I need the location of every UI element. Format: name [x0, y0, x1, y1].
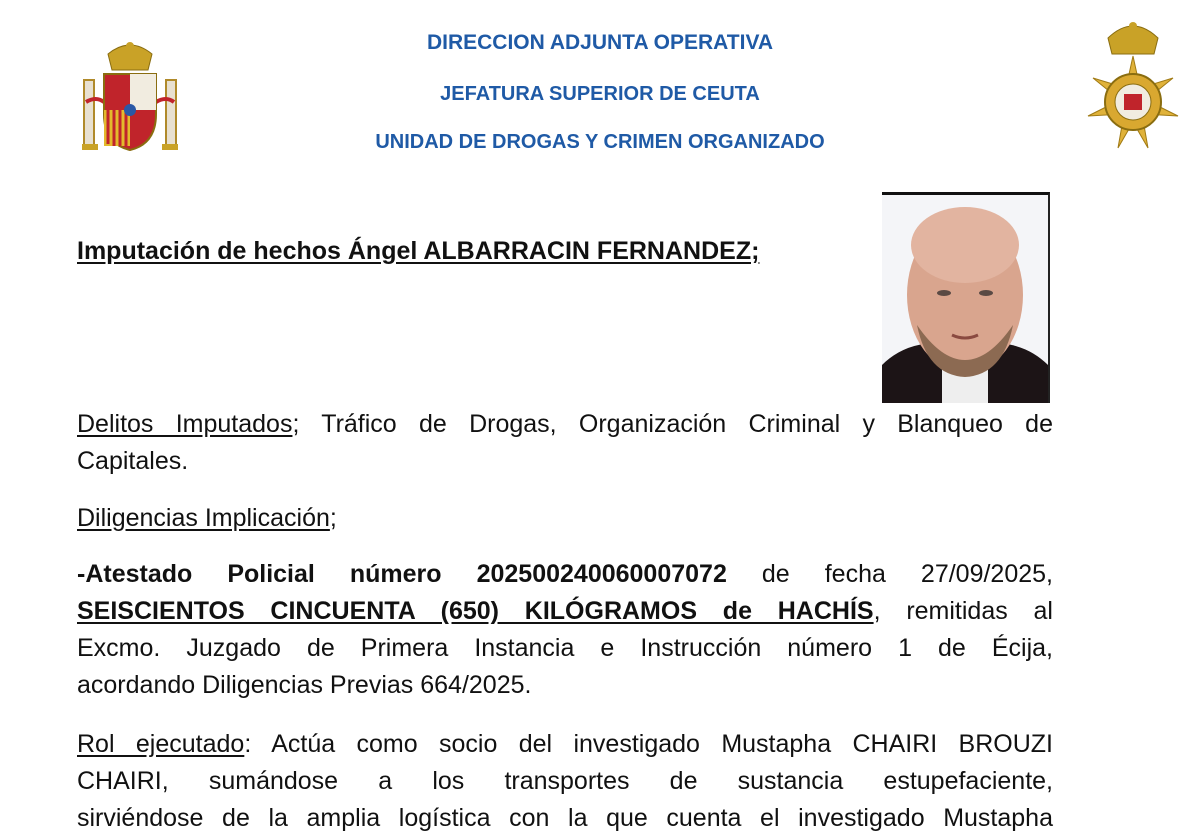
delitos-line-2: Capitales. [77, 447, 189, 475]
diligencias-label: Diligencias Implicación [77, 504, 330, 532]
suspect-photo [882, 192, 1050, 403]
header-unidad: UNIDAD DE DROGAS Y CRIMEN ORGANIZADO [375, 131, 825, 153]
header-jefatura: JEFATURA SUPERIOR DE CEUTA [440, 83, 760, 105]
rol-label: Rol ejecutado [77, 730, 245, 758]
rol-line-2: CHAIRI, sumándose a los transportes de sustancia estupefaciente, [77, 767, 1053, 795]
atestado-line-3: Excmo. Juzgado de Primera Instancia e Instrucción número 1 de Écija, [77, 634, 1053, 662]
atestado-line-2: SEISCIENTOS CINCUENTA (650) KILÓGRAMOS de HACHÍS, remitidas al [77, 597, 1053, 625]
document-title: Imputación de hechos Ángel ALBARRACIN FERNANDEZ; [77, 237, 760, 265]
rol-line-1: Rol ejecutado: Actúa como socio del investigado Mustapha CHAIRI BROUZI [77, 730, 1054, 758]
atestado-line-4: acordando Diligencias Previas 664/2025. [77, 671, 532, 699]
rol-line-3: sirviéndose de la amplia logística con la que cuenta el investigado Mustapha [77, 804, 1053, 832]
diligencias-heading: Diligencias Implicación; [77, 504, 337, 532]
delitos-label: Delitos Imputados [77, 410, 293, 438]
delitos-line-1: Delitos Imputados; Tráfico de Drogas, Organización Criminal y Blanqueo de [77, 410, 1053, 438]
atestado-line-1: -Atestado Policial número 20250024006000707​2 de fecha 27/09/2025, [77, 560, 1053, 588]
header-direccion: DIRECCION ADJUNTA OPERATIVA [426, 31, 774, 54]
quantity-highlight: SEISCIENTOS CINCUENTA (650) KILÓGRAMOS de HACHÍS [77, 597, 874, 625]
